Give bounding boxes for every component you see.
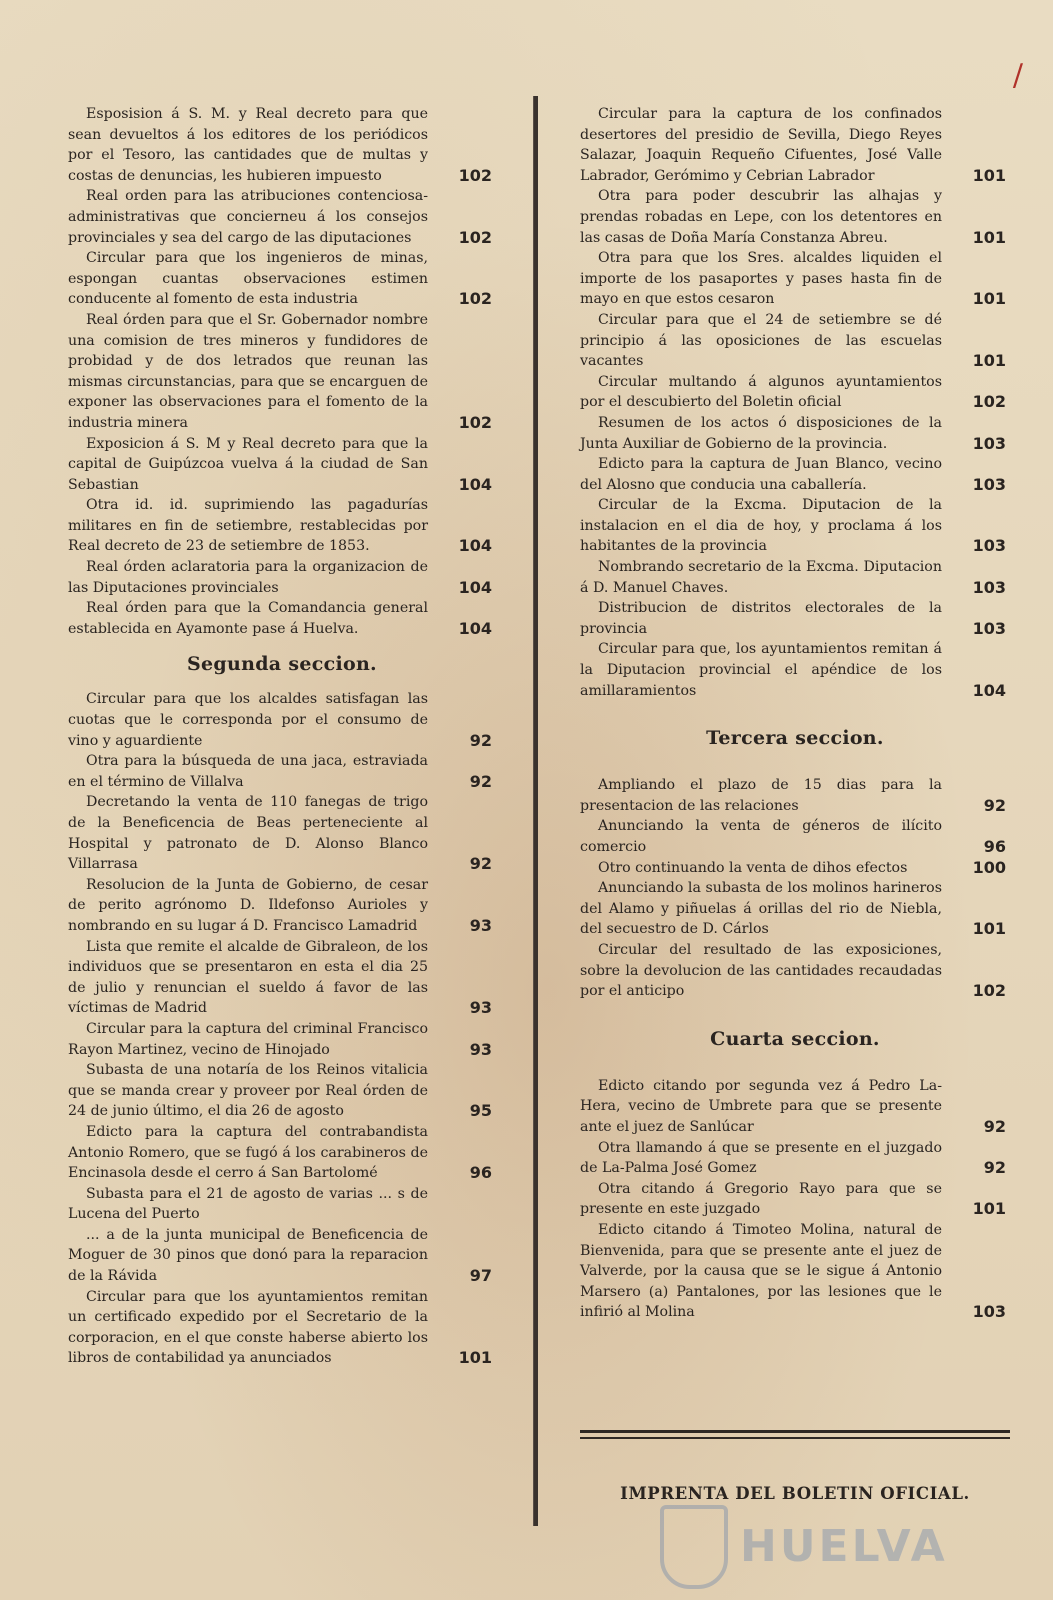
section-title-segunda: Segunda seccion. — [187, 653, 377, 676]
left-entries-first — [68, 104, 496, 639]
index-entry — [580, 1076, 1010, 1138]
entry-page-number: 102 — [458, 227, 492, 247]
index-entry — [68, 495, 496, 557]
entry-text: Otra llamando á que se presente en el juzgado de La-Palma José Gomez — [580, 1139, 942, 1177]
index-entry — [68, 434, 496, 496]
entry-page-number: 102 — [458, 165, 492, 185]
index-entry — [580, 639, 1010, 701]
entry-page-number: 92 — [469, 730, 492, 750]
rule-line — [580, 1437, 1010, 1439]
index-entry — [580, 1220, 1010, 1323]
entry-page-number: 102 — [458, 412, 492, 432]
left-column — [68, 104, 496, 1369]
entry-text: Circular para la captura del criminal Francisco Rayon Martinez, vecino de Hinojado — [68, 1020, 428, 1058]
index-entry — [580, 858, 1010, 879]
index-entry — [580, 598, 1010, 639]
entry-text: Ampliando el plazo de 15 dias para la presentacion de las relaciones — [580, 777, 942, 814]
entry-text: Otro continuando la venta de dihos efectos — [598, 859, 908, 876]
entry-page-number: 100 — [972, 857, 1006, 877]
entry-text: Lista que remite el alcalde de Gibraleon, de los individuos que se presentaron en esta el dia 25 de julio y renuncian el sueldo á favor de las víctimas de Madrid — [68, 938, 428, 1017]
entry-text: Otra para que los Sres. alcaldes liquiden el importe de los pasaportes y pases hasta fin de mayo en que estos cesaron — [580, 250, 942, 308]
entry-text: ... a de la junta municipal de Beneficencia de Moguer de 30 pinos que donó para la reparacion de la Rávida — [68, 1226, 428, 1285]
index-entry — [68, 1184, 496, 1225]
index-entry — [68, 310, 496, 434]
index-entry — [580, 310, 1010, 372]
right-entries-first — [580, 104, 1010, 701]
left-entries-second — [68, 689, 496, 1369]
entry-page-number: 101 — [972, 289, 1006, 309]
entry-page-number: 101 — [972, 1199, 1006, 1219]
entry-page-number: 103 — [972, 1302, 1006, 1322]
entry-page-number: 92 — [983, 795, 1006, 815]
entry-page-number: 92 — [983, 1116, 1006, 1136]
entry-text: Otra para la búsqueda de una jaca, estraviada en el término de Villalva — [68, 753, 428, 790]
index-entry — [68, 792, 496, 874]
entry-text: Circular para la captura de los confinados desertores del presidio de Sevilla, Diego Reyes Salazar, Joaquin Requeño Cifuentes, José Valle Labrador, Gerómimo y Cebrian Labrador — [580, 106, 942, 184]
index-entry — [68, 557, 496, 598]
entry-page-number: 102 — [972, 392, 1006, 412]
entry-text: Subasta de una notaría de los Reinos vitalicia que se manda crear y proveer por Real órden de 24 de junio último, el dia 26 de agosto — [68, 1062, 428, 1120]
entry-page-number: 102 — [458, 289, 492, 309]
entry-text: Otra id. id. suprimiendo las pagadurías militares en fin de setiembre, restablecidas por Real decreto de 23 de setiembre de 1853. — [68, 497, 428, 555]
index-entry — [68, 689, 496, 751]
entry-text: Circular multando á algunos ayuntamientos por el descubierto del Boletin oficial — [580, 373, 942, 411]
watermark-text: HUELVA — [740, 1521, 948, 1572]
entry-page-number: 103 — [972, 474, 1006, 494]
entry-text: Edicto para la captura del contrabandista Antonio Romero, que se fugó á los carabineros de Encinasola desde el cerro á San Bartolomé — [68, 1123, 428, 1182]
entry-text: Edicto citando por segunda vez á Pedro La-Hera, vecino de Umbrete para que se presente ante el juez de Sanlúcar — [580, 1077, 942, 1135]
entry-page-number: 96 — [983, 837, 1006, 856]
right-entries-third — [580, 775, 1010, 1002]
entry-page-number: 104 — [458, 536, 492, 556]
index-entry — [68, 875, 496, 937]
entry-page-number: 101 — [972, 919, 1006, 939]
provincial-shield-icon — [660, 1505, 728, 1589]
index-entry — [68, 1225, 496, 1287]
index-entry — [68, 751, 496, 792]
index-entry — [580, 816, 1010, 857]
index-entry — [580, 372, 1010, 413]
entry-page-number: 95 — [469, 1101, 492, 1121]
index-entry — [68, 104, 496, 186]
index-entry — [580, 557, 1010, 598]
entry-text: Edicto citando á Timoteo Molina, natural de Bienvenida, para que se presente ante el juez de Valverde, por la causa que se le sigue á Antonio Marsero (a) Pantalones, por las lesiones que le infirió al Molina — [580, 1221, 942, 1321]
entry-text: Edicto para la captura de Juan Blanco, vecino del Alosno que conducia una caballería. — [580, 456, 942, 493]
entry-page-number: 96 — [469, 1163, 492, 1183]
printer-imprint: IMPRENTA DEL BOLETIN OFICIAL. — [620, 1484, 970, 1503]
section-title-cuarta: Cuarta seccion. — [710, 1027, 880, 1050]
index-entry — [580, 495, 1010, 557]
entry-page-number: 104 — [458, 577, 492, 597]
entry-page-number: 93 — [469, 1039, 492, 1059]
entry-page-number: 104 — [972, 680, 1006, 700]
index-entry — [580, 104, 1010, 186]
rule-line — [580, 1430, 1010, 1433]
entry-text: Anunciando la subasta de los molinos harineros del Alamo y piñuelas á orillas del rio de Niebla, del secuestro de D. Cárlos — [580, 880, 942, 938]
entry-text: Circular para que los ayuntamientos remitan un certificado expedido por el Secretario de la corporacion, en el que conste haberse abierto los libros de contabilidad ya anunciados — [68, 1288, 428, 1367]
archive-watermark — [660, 1505, 970, 1585]
index-entry — [580, 775, 1010, 816]
entry-text: Circular para que los alcaldes satisfagan las cuotas que le corresponda por el consumo de vino y aguardiente — [68, 691, 428, 749]
entry-page-number: 101 — [972, 165, 1006, 185]
closing-rules — [580, 1430, 1010, 1443]
entry-text: Real órden aclaratoria para la organizacion de las Diputaciones provinciales — [68, 559, 428, 596]
column-divider — [533, 96, 538, 1526]
index-entry — [580, 248, 1010, 310]
index-entry — [68, 937, 496, 1019]
index-entry — [580, 454, 1010, 495]
entry-text: Esposision á S. M. y Real decreto para que sean devueltos á los editores de los periódicos por el Tesoro, las cantidades que de multas y costas de denuncias, les hubieren impuesto — [68, 106, 428, 184]
index-entry — [580, 1179, 1010, 1220]
entry-text: Circular para que, los ayuntamientos remitan á la Diputacion provincial el apéndice de los amillaramientos — [580, 641, 942, 699]
entry-page-number: 104 — [458, 474, 492, 494]
entry-page-number: 101 — [458, 1348, 492, 1368]
entry-page-number: 103 — [972, 433, 1006, 453]
entry-page-number: 93 — [469, 915, 492, 935]
entry-page-number: 97 — [469, 1266, 492, 1286]
index-entry — [580, 1138, 1010, 1179]
entry-page-number: 92 — [469, 771, 492, 791]
index-entry — [68, 248, 496, 310]
entry-page-number: 103 — [972, 577, 1006, 597]
entry-text: Subasta para el 21 de agosto de varias ... s de Lucena del Puerto — [68, 1185, 428, 1223]
entry-text: Circular para que los ingenieros de minas, espongan cuantas observaciones estimen conducente al fomento de esta industria — [68, 250, 428, 308]
index-entry — [68, 1019, 496, 1060]
entry-page-number: 102 — [972, 981, 1006, 1001]
entry-text: Decretando la venta de 110 fanegas de trigo de la Beneficencia de Beas perteneciente al Hospital y patronato de D. Alonso Blanco Villarrasa — [68, 794, 428, 873]
entry-page-number: 103 — [972, 536, 1006, 556]
section-title-tercera: Tercera seccion. — [706, 727, 884, 750]
entry-text: Exposicion á S. M y Real decreto para que la capital de Guipúzcoa vuelva á la ciudad de San Sebastian — [68, 435, 428, 493]
entry-page-number: 92 — [983, 1158, 1006, 1178]
entry-text: Real órden para que el Sr. Gobernador nombre una comision de tres mineros y fundidores de probidad y de dos letrados que reunan las mismas circunstancias, para que se encarguen de exponer las observaciones para el fomento de la industria minera — [68, 311, 428, 431]
index-entry — [68, 1122, 496, 1184]
entry-text: Circular para que el 24 de setiembre se dé principio á las oposiciones de las escuelas vacantes — [580, 311, 942, 370]
index-entry — [68, 1287, 496, 1369]
entry-page-number: 93 — [469, 998, 492, 1018]
page-mark: / — [1012, 58, 1023, 93]
entry-page-number: 104 — [458, 618, 492, 638]
entry-text: Real orden para las atribuciones contenciosa-administrativas que concierneu á los consejos provinciales y sea del cargo de las diputaciones — [68, 188, 428, 246]
entry-text: Otra citando á Gregorio Rayo para que se presente en este juzgado — [580, 1180, 942, 1218]
entry-page-number: 103 — [972, 618, 1006, 638]
entry-text: Resumen de los actos ó disposiciones de la Junta Auxiliar de Gobierno de la provincia. — [580, 414, 942, 452]
index-entry — [580, 186, 1010, 248]
entry-text: Circular de la Excma. Diputacion de la instalacion en el dia de hoy, y proclama á los habitantes de la provincia — [580, 497, 942, 555]
entry-page-number: 101 — [972, 351, 1006, 371]
index-entry — [68, 598, 496, 639]
entry-text: Otra para poder descubrir las alhajas y prendas robadas en Lepe, con los detentores en las casas de Doña María Constanza Abreu. — [580, 188, 942, 246]
entry-text: Nombrando secretario de la Excma. Diputacion á D. Manuel Chaves. — [580, 559, 942, 596]
right-entries-fourth — [580, 1076, 1010, 1323]
entry-page-number: 92 — [469, 854, 492, 874]
index-entry — [580, 940, 1010, 1002]
entry-page-number: 101 — [972, 227, 1006, 247]
index-entry — [68, 186, 496, 248]
index-entry — [68, 1060, 496, 1122]
index-entry — [580, 413, 1010, 454]
index-entry — [580, 878, 1010, 940]
entry-text: Anunciando la venta de géneros de ilícito comercio — [580, 818, 942, 855]
entry-text: Circular del resultado de las exposiciones, sobre la devolucion de las cantidades recaudadas por el anticipo — [580, 941, 942, 1000]
entry-text: Distribucion de distritos electorales de la provincia — [580, 600, 942, 637]
right-column — [580, 104, 1010, 1323]
entry-text: Resolucion de la Junta de Gobierno, de cesar de perito agrónomo D. Ildefonso Aurioles y nombrando en su lugar á D. Francisco Lamadrid — [68, 876, 428, 934]
entry-text: Real órden para que la Comandancia general establecida en Ayamonte pase á Huelva. — [68, 600, 428, 637]
